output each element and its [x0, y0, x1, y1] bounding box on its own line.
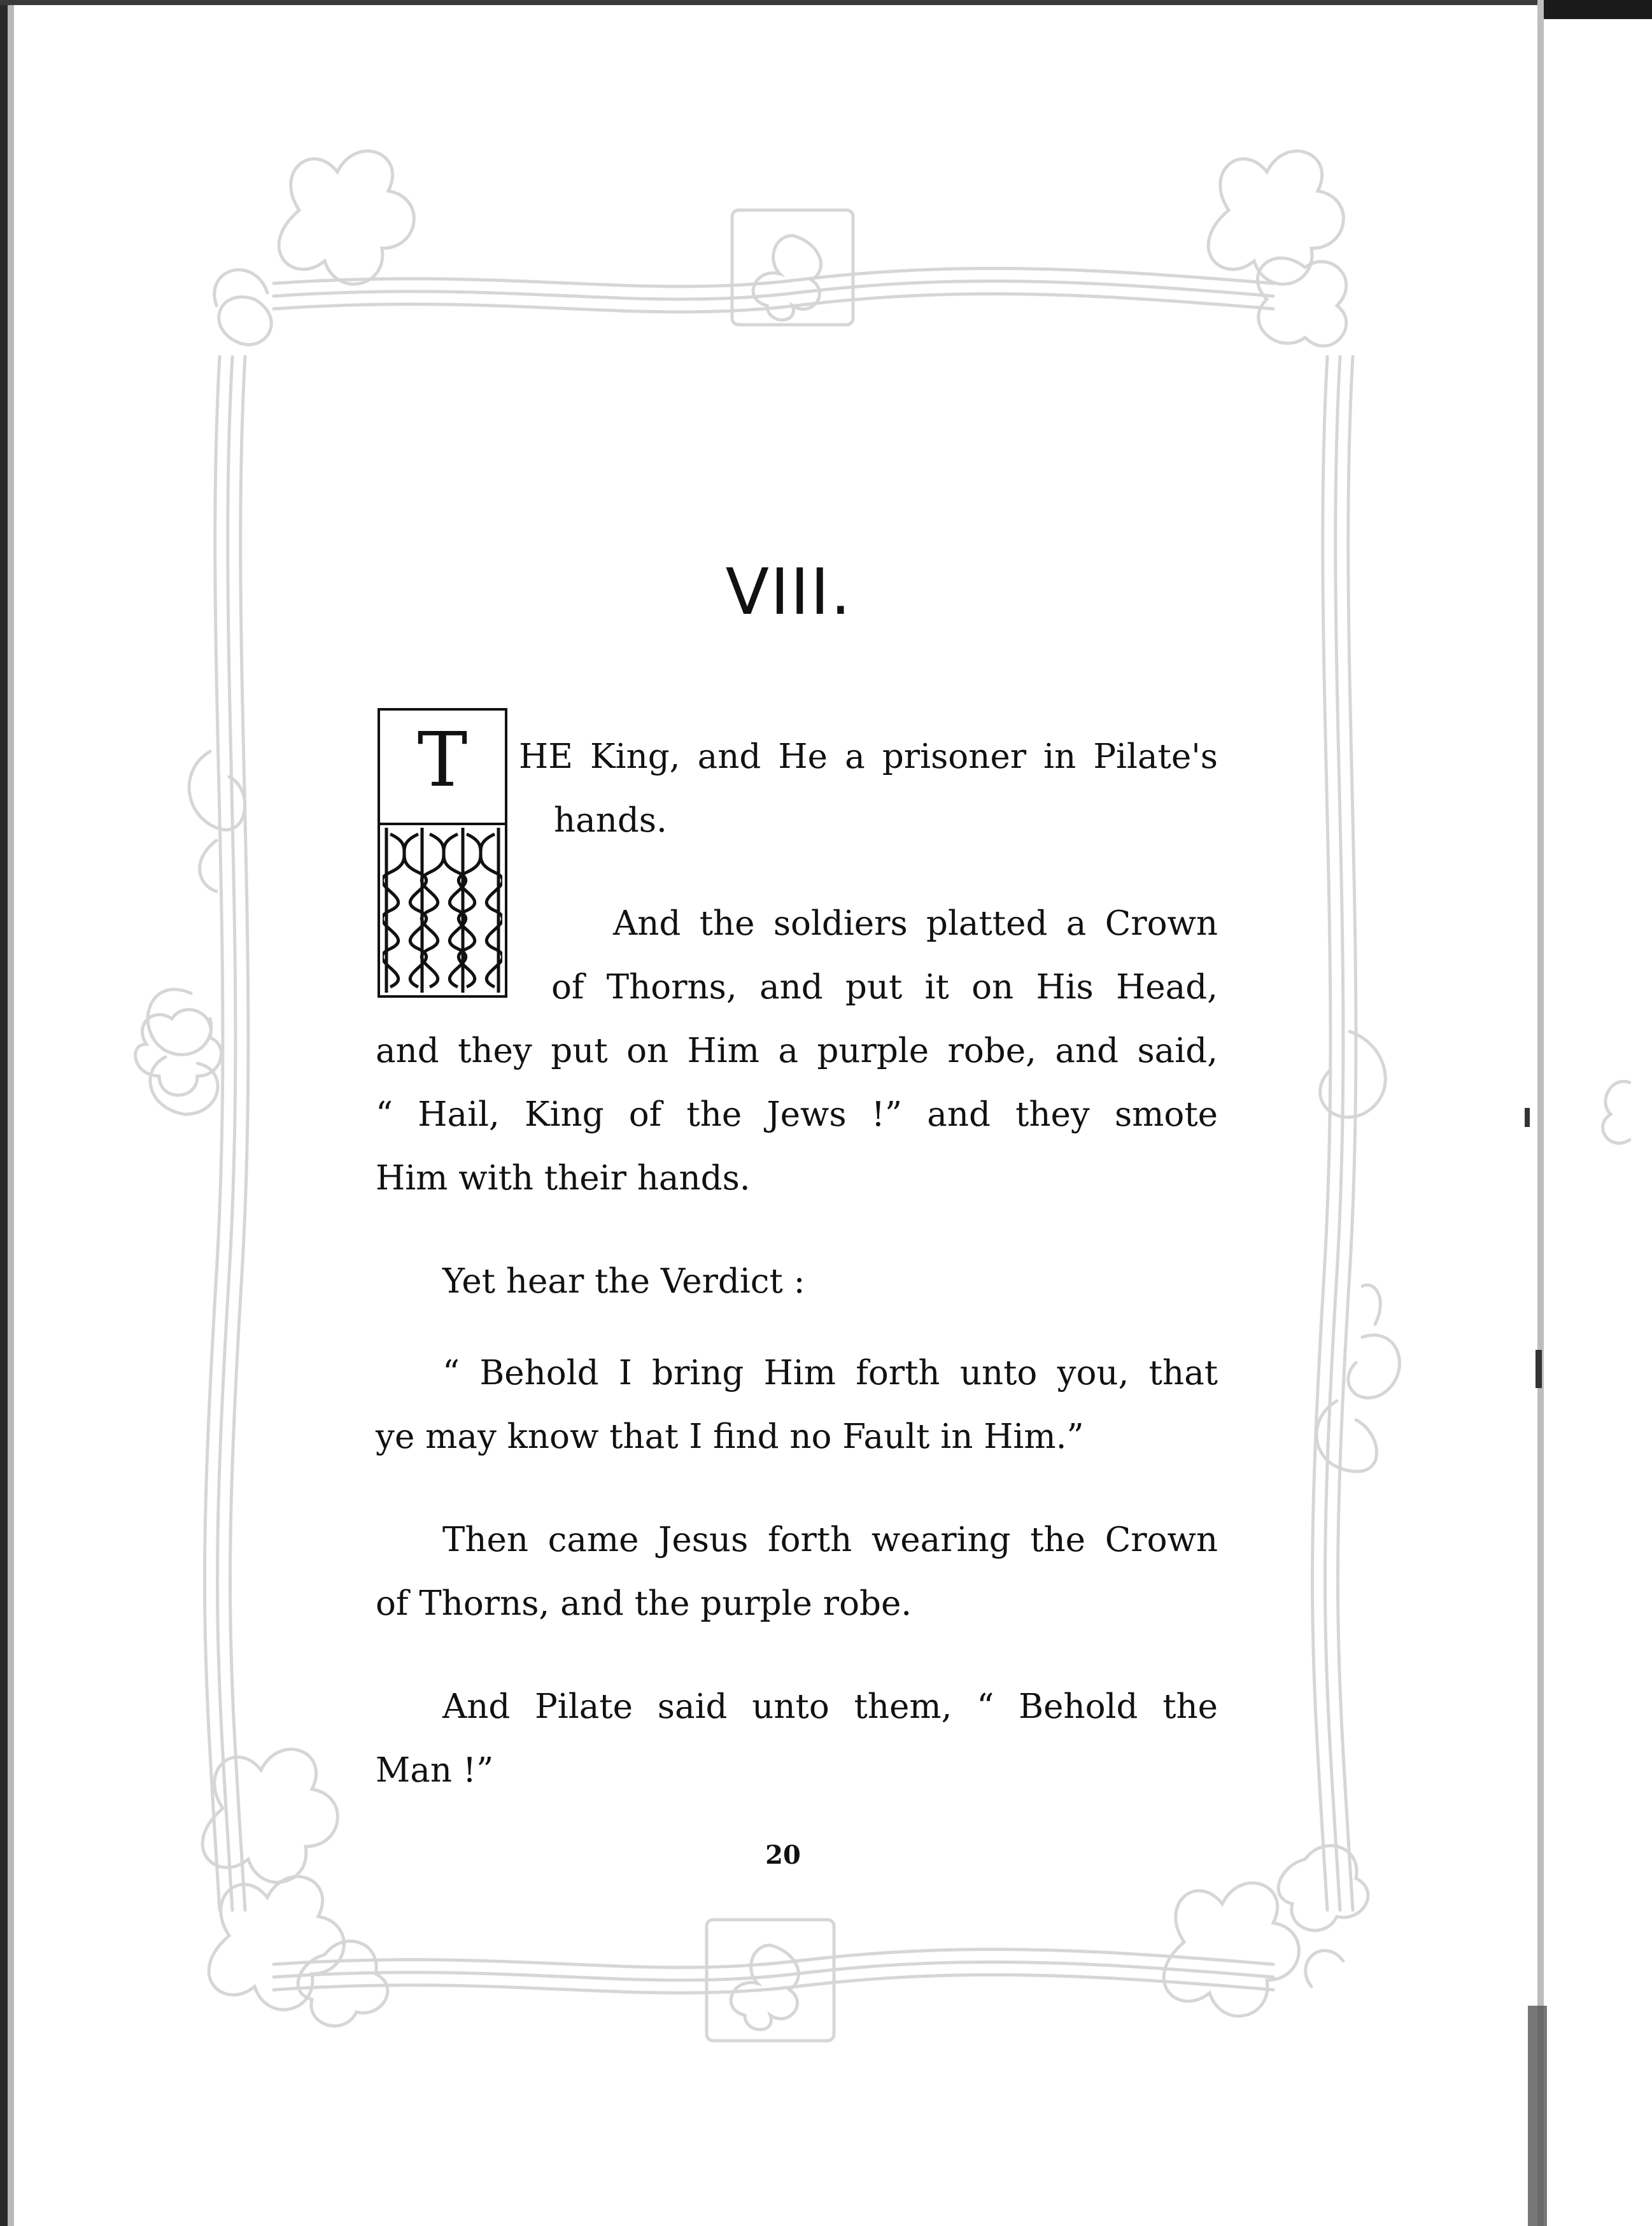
flower-next-page-right	[1603, 1081, 1630, 1143]
flower-top-right	[1208, 151, 1346, 346]
paragraph-3-line-1: Yet hear the Verdict :	[442, 1262, 805, 1301]
drop-cap-rope-ornament	[383, 828, 502, 993]
flower-bottom-left	[202, 1749, 388, 2026]
page-number: 20	[765, 1840, 801, 1870]
flower-bottom-right	[1164, 1846, 1368, 2017]
paragraph-2-line-3: and they put on Him a purple robe, and said,	[376, 1031, 1218, 1070]
paragraph-6-line-2: Man !”	[376, 1751, 494, 1790]
paragraph-2-line-1: And the soldiers platted a Crown	[613, 904, 1218, 943]
border-top-stem	[274, 268, 1273, 286]
paragraph-5-line-1: Then came Jesus forth wearing the Crown	[442, 1521, 1218, 1559]
paragraph-4-line-2: ye may know that I find no Fault in Him.”	[376, 1417, 1084, 1456]
border-bottom-stem	[274, 1949, 1273, 1967]
paragraph-1-line-1: HE King, and He a prisoner in Pilate's	[519, 737, 1218, 776]
paragraph-1-line-2: hands.	[554, 801, 667, 840]
paragraph-2-line-2: of Thorns, and put it on His Head,	[551, 968, 1218, 1007]
chapter-heading: VIII.	[725, 555, 852, 629]
paragraph-5-line-2: of Thorns, and the purple robe.	[376, 1584, 912, 1623]
drop-cap	[378, 708, 507, 998]
flower-top-left	[215, 151, 414, 344]
flower-bottom-center	[707, 1920, 834, 2041]
flower-top-center	[732, 210, 853, 325]
paragraph-2-line-4: “ Hail, King of the Jews !” and they smote	[376, 1095, 1218, 1134]
drop-cap-letter: T	[417, 716, 468, 804]
paragraph-4-line-1: “ Behold I bring Him forth unto you, that	[442, 1354, 1218, 1393]
drop-cap-letter-box	[380, 711, 505, 825]
flower-left-middle	[136, 1010, 222, 1095]
paragraph-6-line-1: And Pilate said unto them, “ Behold the	[442, 1687, 1218, 1726]
paragraph-2-line-5: Him with their hands.	[376, 1159, 751, 1198]
